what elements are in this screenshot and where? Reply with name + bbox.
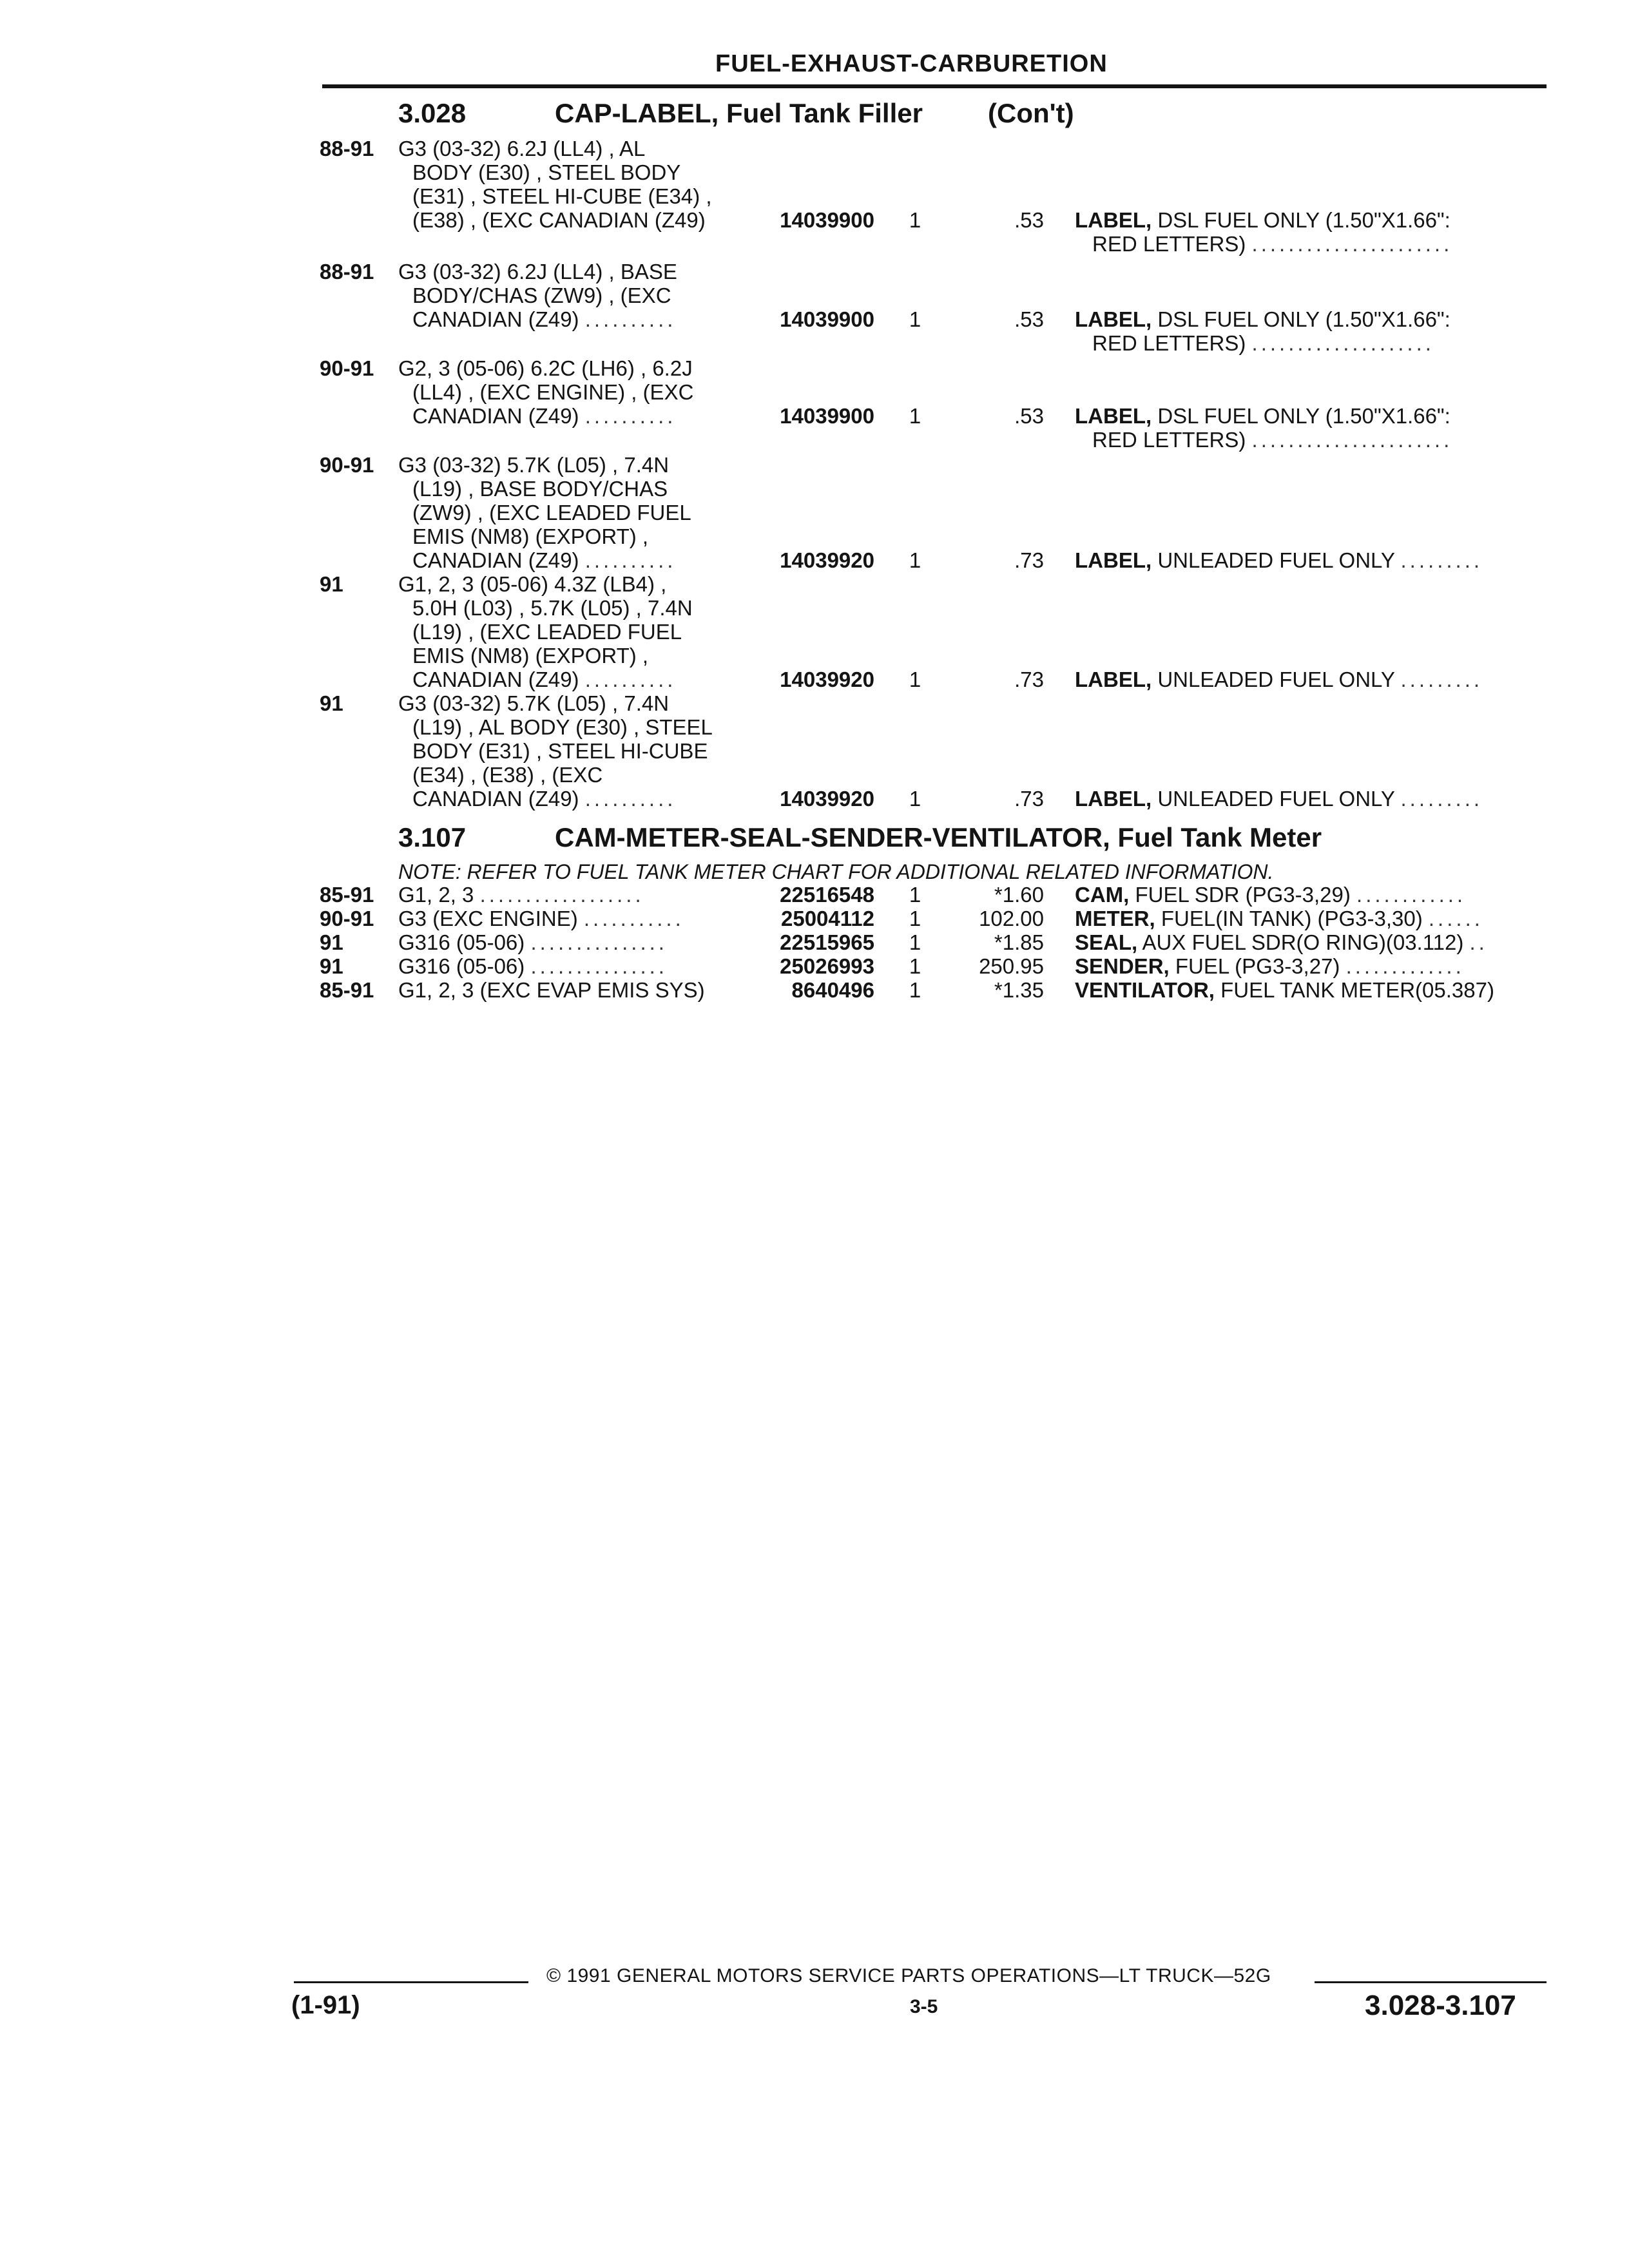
model-line: (ZW9) , (EXC LEADED FUEL: [412, 501, 691, 524]
years: 85-91: [320, 978, 374, 1002]
footer-page-number: 3-5: [910, 1996, 938, 2017]
years: 90-91: [320, 356, 374, 380]
part-number: 22515965: [780, 930, 874, 954]
years: 91: [320, 930, 343, 954]
part-number: 8640496: [791, 978, 874, 1002]
model-line: G316 (05-06) ...............: [398, 930, 668, 954]
price: .53: [1014, 307, 1044, 331]
description-text: DSL FUEL ONLY (1.50"X1.66":: [1157, 404, 1451, 428]
description-text: DSL FUEL ONLY (1.50"X1.66":: [1157, 208, 1451, 232]
part-number: 14039900: [780, 208, 874, 232]
model-line: 5.0H (L03) , 5.7K (L05) , 7.4N: [412, 596, 693, 620]
model-line: G3 (03-32) 5.7K (L05) , 7.4N: [398, 453, 670, 477]
quantity: 1: [909, 668, 921, 691]
years: 91: [320, 954, 343, 978]
quantity: 1: [909, 208, 921, 232]
model-line: (E34) , (E38) , (EXC: [412, 763, 603, 787]
section-title: CAP-LABEL, Fuel Tank Filler: [555, 98, 923, 128]
model-line: BODY (E30) , STEEL BODY: [412, 160, 681, 184]
model-line: (L19) , BASE BODY/CHAS: [412, 477, 668, 501]
description-text: FUEL(IN TANK) (PG3-3,30): [1161, 907, 1423, 930]
description-text: FUEL TANK METER(05.387): [1220, 978, 1494, 1002]
model-line: G1, 2, 3 (EXC EVAP EMIS SYS): [398, 978, 705, 1002]
description-text: DSL FUEL ONLY (1.50"X1.66":: [1157, 307, 1451, 331]
quantity: 1: [909, 978, 921, 1002]
model-line: G1, 2, 3 (05-06) 4.3Z (LB4) ,: [398, 572, 667, 596]
price: *1.35: [994, 978, 1044, 1002]
description-text: FUEL (PG3-3,27): [1175, 954, 1340, 978]
quantity: 1: [909, 307, 921, 331]
description-keyword: CAM,: [1075, 883, 1130, 907]
model-line: G3 (03-32) 6.2J (LL4) , AL: [398, 137, 646, 160]
description-keyword: LABEL,: [1075, 208, 1152, 232]
model-line: G1, 2, 3 ..................: [398, 883, 644, 907]
quantity: 1: [909, 930, 921, 954]
price: *1.85: [994, 930, 1044, 954]
description-continued: RED LETTERS) ....................: [1092, 331, 1434, 355]
price: .73: [1014, 668, 1044, 691]
model-line: (L19) , AL BODY (E30) , STEEL: [412, 715, 713, 739]
description: SENDER, FUEL (PG3-3,27) .............: [1075, 954, 1465, 978]
section-note: NOTE: REFER TO FUEL TANK METER CHART FOR ADDITIONAL RELATED INFORMATION.: [398, 860, 1274, 883]
quantity: 1: [909, 907, 921, 930]
model-line: G3 (03-32) 5.7K (L05) , 7.4N: [398, 691, 670, 715]
description: METER, FUEL(IN TANK) (PG3-3,30) ......: [1075, 907, 1483, 930]
description-text: UNLEADED FUEL ONLY: [1157, 548, 1395, 572]
price: .73: [1014, 548, 1044, 572]
quantity: 1: [909, 404, 921, 428]
model-line: CANADIAN (Z49) ..........: [412, 404, 677, 428]
years: 88-91: [320, 137, 374, 160]
description: SEAL, AUX FUEL SDR(O RING)(03.112) ..: [1075, 930, 1488, 954]
footer-rule-right: [1315, 1981, 1547, 1983]
part-number: 14039920: [780, 548, 874, 572]
footer-revision-date: (1-91): [291, 1991, 360, 2019]
years: 91: [320, 691, 343, 715]
model-line: CANADIAN (Z49) ..........: [412, 668, 677, 691]
description-keyword: SEAL,: [1075, 930, 1138, 954]
price: .73: [1014, 787, 1044, 811]
price: 250.95: [979, 954, 1044, 978]
description-keyword: LABEL,: [1075, 787, 1152, 811]
footer-copyright: © 1991 GENERAL MOTORS SERVICE PARTS OPERATIONS—LT TRUCK—52G: [546, 1965, 1271, 1986]
description-keyword: METER,: [1075, 907, 1155, 930]
model-line: BODY (E31) , STEEL HI-CUBE: [412, 739, 708, 763]
model-line: EMIS (NM8) (EXPORT) ,: [412, 524, 649, 548]
description: [1075, 307, 1451, 332]
part-number: 25004112: [780, 907, 874, 930]
model-line: G2, 3 (05-06) 6.2C (LH6) , 6.2J: [398, 356, 693, 380]
description: [1075, 404, 1451, 428]
header-rule: [322, 84, 1547, 88]
description-keyword: LABEL,: [1075, 668, 1152, 691]
model-line: CANADIAN (Z49) ..........: [412, 307, 677, 331]
description-keyword: SENDER,: [1075, 954, 1170, 978]
model-line: G3 (EXC ENGINE) ...........: [398, 907, 684, 930]
part-number: 14039900: [780, 404, 874, 428]
years: 85-91: [320, 883, 374, 907]
continued-label: (Con't): [988, 98, 1074, 128]
model-line: (E38) , (EXC CANADIAN (Z49): [412, 208, 706, 232]
model-line: G3 (03-32) 6.2J (LL4) , BASE: [398, 260, 677, 284]
model-line: CANADIAN (Z49) ..........: [412, 548, 677, 572]
description: LABEL, UNLEADED FUEL ONLY .........: [1075, 548, 1483, 572]
model-line: EMIS (NM8) (EXPORT) ,: [412, 644, 649, 668]
description: LABEL, UNLEADED FUEL ONLY .........: [1075, 787, 1483, 811]
quantity: 1: [909, 787, 921, 811]
quantity: 1: [909, 548, 921, 572]
model-line: (LL4) , (EXC ENGINE) , (EXC: [412, 380, 694, 404]
description-keyword: LABEL,: [1075, 307, 1152, 331]
model-line: (E31) , STEEL HI-CUBE (E34) ,: [412, 184, 712, 208]
price: 102.00: [979, 907, 1044, 930]
section-title: CAM-METER-SEAL-SENDER-VENTILATOR, Fuel Tank Meter: [555, 822, 1322, 852]
model-line: (L19) , (EXC LEADED FUEL: [412, 620, 682, 644]
footer-rule-left: [294, 1981, 528, 1983]
years: 90-91: [320, 907, 374, 930]
description-text: UNLEADED FUEL ONLY: [1157, 787, 1395, 811]
footer-section-range: 3.028-3.107: [1365, 1990, 1516, 2021]
description-text: AUX FUEL SDR(O RING)(03.112): [1142, 930, 1464, 954]
description: [1075, 208, 1451, 233]
description-keyword: LABEL,: [1075, 548, 1152, 572]
description-text: UNLEADED FUEL ONLY: [1157, 668, 1395, 691]
model-line: BODY/CHAS (ZW9) , (EXC: [412, 284, 671, 307]
part-number: 14039920: [780, 787, 874, 811]
description-continued: RED LETTERS) ......................: [1092, 428, 1453, 452]
part-number: 14039900: [780, 307, 874, 331]
years: 88-91: [320, 260, 374, 284]
model-line: CANADIAN (Z49) ..........: [412, 787, 677, 811]
page-header-title: FUEL-EXHAUST-CARBURETION: [715, 50, 1108, 77]
years: 90-91: [320, 453, 374, 477]
description-continued: RED LETTERS) ......................: [1092, 232, 1453, 256]
years: 91: [320, 572, 343, 596]
description-text: FUEL SDR (PG3-3,29): [1135, 883, 1351, 907]
price: .53: [1014, 404, 1044, 428]
part-number: 14039920: [780, 668, 874, 691]
description: LABEL, UNLEADED FUEL ONLY .........: [1075, 668, 1483, 691]
price: *1.60: [994, 883, 1044, 907]
quantity: 1: [909, 954, 921, 978]
part-number: 22516548: [780, 883, 874, 907]
price: .53: [1014, 208, 1044, 232]
section-number: 3.028: [398, 98, 467, 128]
model-line: G316 (05-06) ...............: [398, 954, 668, 978]
quantity: 1: [909, 883, 921, 907]
description: CAM, FUEL SDR (PG3-3,29) ............: [1075, 883, 1467, 907]
description-keyword: LABEL,: [1075, 404, 1152, 428]
description-keyword: VENTILATOR,: [1075, 978, 1215, 1002]
description: [1075, 978, 1494, 1003]
part-number: 25026993: [780, 954, 874, 978]
section-number: 3.107: [398, 822, 467, 852]
